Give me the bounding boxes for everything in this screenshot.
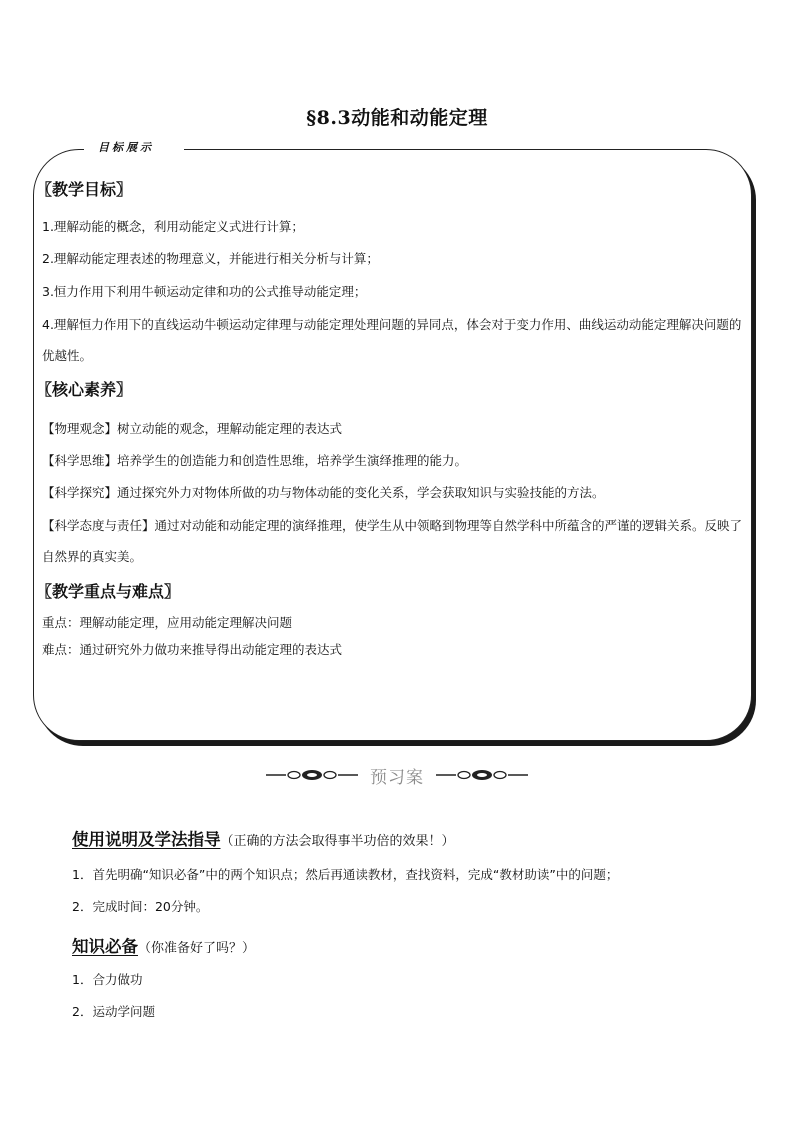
knowledge-item: 1．合力做功 xyxy=(72,972,143,987)
panel-tag: 目标展示 xyxy=(98,141,154,154)
key-point-item: 难点：通过研究外力做功来推导得出动能定理的表达式 xyxy=(42,642,343,657)
teaching-goals-heading: 〖教学目标〗 xyxy=(36,180,133,199)
ornament-right-icon xyxy=(436,768,528,782)
core-literacy-item: 【物理观念】树立动能的观念，理解动能定理的表达式 xyxy=(42,421,343,436)
key-points-heading: 〖教学重点与难点〗 xyxy=(36,582,181,601)
key-point-item: 重点：理解动能定理，应用动能定理解决问题 xyxy=(42,615,293,630)
core-literacy-item: 【科学思维】培养学生的创造能力和创造性思维，培养学生演绎推理的能力。 xyxy=(42,453,468,468)
instruction-item: 1．首先明确“知识必备”中的两个知识点；然后再通读教材，查找资料，完成“教材助读”中的问题； xyxy=(72,867,619,882)
instructions-note: （正确的方法会取得事半功倍的效果！） xyxy=(220,834,455,849)
knowledge-item: 2．运动学问题 xyxy=(72,1004,155,1019)
instructions-heading: 使用说明及学法指导 xyxy=(72,830,221,849)
preview-divider xyxy=(0,762,794,788)
page-title: §8.3动能和动能定理 xyxy=(306,107,488,129)
knowledge-heading: 知识必备 xyxy=(72,937,138,956)
knowledge-note: （你准备好了吗？） xyxy=(138,941,256,956)
teaching-goal-item: 3.恒力作用下利用牛顿运动定律和功的公式推导动能定理； xyxy=(42,284,367,299)
instruction-item: 2．完成时间：20分钟。 xyxy=(72,899,209,914)
core-literacy-item: 【科学态度与责任】通过对动能和动能定理的演绎推理，使学生从中领略到物理等自然学科中所蕴含的严谨的逻辑关系。反映了自然界的真实美。 xyxy=(42,518,743,564)
core-literacy-heading: 〖核心素养〗 xyxy=(36,380,133,399)
knowledge-heading-row xyxy=(72,933,255,957)
preview-label: 预习案 xyxy=(370,767,424,788)
teaching-goal-item: 4.理解恒力作用下的直线运动牛顿运动定律理与动能定理处理问题的异同点，体会对于变力作用、曲线运动动能定理解决问题的优越性。 xyxy=(42,317,742,363)
teaching-goal-item: 2.理解动能定理表述的物理意义，并能进行相关分析与计算； xyxy=(42,251,379,266)
core-literacy-item: 【科学探究】通过探究外力对物体所做的功与物体动能的变化关系，学会获取知识与实验技能的方法。 xyxy=(42,485,605,500)
teaching-goal-item: 1.理解动能的概念，利用动能定义式进行计算； xyxy=(42,219,304,234)
instructions-heading-row xyxy=(72,826,455,850)
ornament-left-icon xyxy=(266,768,358,782)
